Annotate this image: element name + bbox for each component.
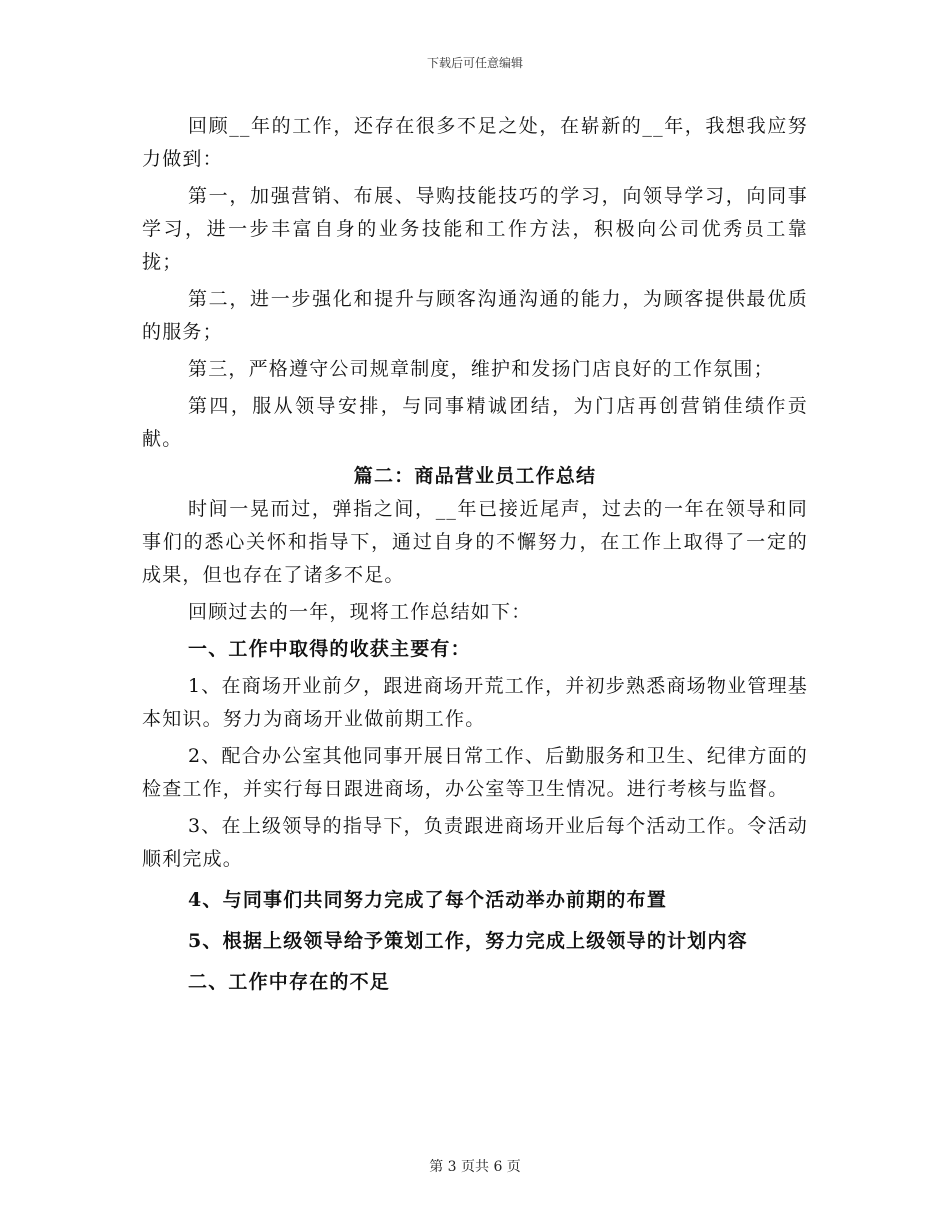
- paragraph: 回顾__年的工作，还存在很多不足之处，在崭新的__年，我想我应努力做到：: [142, 115, 808, 170]
- list-item-bold: 4、与同事们共同努力完成了每个活动举办前期的布置: [188, 889, 668, 911]
- paragraph: 第三，严格遵守公司规章制度，维护和发扬门店良好的工作氛围；: [188, 358, 774, 380]
- subheading: 一、工作中取得的收获主要有：: [188, 638, 471, 660]
- subheading: 二、工作中存在的不足: [188, 971, 391, 993]
- paragraph: 第四，服从领导安排，与同事精诚团结，为门店再创营销佳绩作贡献。: [142, 395, 808, 450]
- list-item: 1、在商场开业前夕，跟进商场开荒工作，并初步熟悉商场物业管理基本知识。努力为商场开业做前期工作。: [142, 675, 808, 730]
- paragraph: 第二，进一步强化和提升与顾客沟通沟通的能力，为顾客提供最优质的服务；: [142, 288, 808, 343]
- document-body: [142, 110, 808, 999]
- paragraph: 回顾过去的一年，现将工作总结如下：: [188, 601, 532, 623]
- paragraph: 第一，加强营销、布展、导购技能技巧的学习，向领导学习，向同事学习，进一步丰富自身的业务技能和工作方法，积极向公司优秀员工靠拢；: [142, 185, 808, 273]
- list-item: 3、在上级领导的指导下，负责跟进商场开业后每个活动工作。令活动顺利完成。: [142, 815, 808, 870]
- page-header: 下载后可任意编辑: [426, 56, 523, 70]
- list-item-bold: 5、根据上级领导给予策划工作，努力完成上级领导的计划内容: [188, 930, 748, 952]
- page-footer: 第 3 页共 6 页: [429, 1159, 521, 1175]
- list-item: 2、配合办公室其他同事开展日常工作、后勤服务和卫生、纪律方面的检查工作，并实行每日跟进商场，办公室等卫生情况。进行考核与监督。: [142, 745, 808, 800]
- paragraph: 时间一晃而过，弹指之间，__年已接近尾声，过去的一年在领导和同事们的悉心关怀和指导下，通过自身的不懈努力，在工作上取得了一定的成果，但也存在了诸多不足。: [142, 498, 808, 586]
- section-title: 篇二：商品营业员工作总结: [353, 465, 597, 487]
